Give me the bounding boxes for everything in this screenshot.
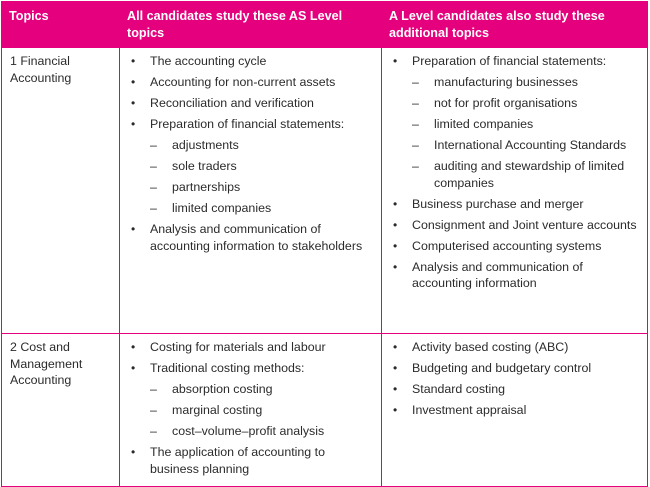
- sub-list-item: [412, 158, 641, 191]
- bullet-icon: •: [131, 445, 136, 459]
- as-level-topics-cell: [120, 48, 382, 334]
- dash-icon: –: [412, 117, 419, 131]
- dash-icon: –: [150, 138, 157, 152]
- list-item-text: Analysis and communication of accounting information to stakeholders: [150, 222, 363, 253]
- bullet-icon: •: [131, 361, 136, 375]
- bullet-list: [389, 53, 641, 292]
- list-item-text: Standard costing: [412, 382, 505, 396]
- bullet-icon: •: [393, 196, 398, 211]
- sub-list-item-text: manufacturing businesses: [434, 75, 578, 89]
- list-item: [389, 53, 641, 191]
- sub-list-item-text: adjustments: [172, 138, 239, 152]
- sub-list-item-text: International Accounting Standards: [434, 138, 627, 152]
- bullet-icon: •: [393, 259, 398, 274]
- dash-icon: –: [150, 180, 157, 194]
- list-item-text: Computerised accounting systems: [412, 238, 602, 253]
- sub-list-item: [412, 95, 641, 112]
- dash-icon: –: [412, 75, 419, 89]
- dash-icon: –: [412, 96, 419, 110]
- list-item-text: Reconciliation and verification: [150, 96, 314, 110]
- list-item-text: Activity based costing (ABC): [412, 340, 569, 354]
- sub-list-item: [412, 116, 641, 133]
- dash-icon: –: [150, 403, 157, 417]
- bullet-icon: •: [131, 75, 136, 89]
- as-level-topics-cell: [120, 334, 382, 487]
- list-item: [127, 360, 375, 440]
- sub-list-item: [150, 158, 375, 175]
- dash-icon: –: [412, 159, 419, 173]
- list-item: [127, 74, 375, 91]
- header-topics: Topics: [2, 2, 120, 48]
- bullet-list: [127, 339, 375, 477]
- bullet-icon: •: [131, 222, 136, 236]
- bullet-icon: •: [131, 340, 136, 354]
- bullet-icon: •: [393, 382, 398, 396]
- bullet-icon: •: [393, 361, 398, 375]
- sub-list: [412, 74, 641, 191]
- sub-list-item: [150, 179, 375, 196]
- sub-list-item: [150, 402, 375, 419]
- a-level-topics-cell: [382, 48, 648, 334]
- sub-list-item-text: cost–volume–profit analysis: [172, 424, 325, 438]
- list-item: [127, 444, 375, 477]
- list-item: [389, 360, 641, 377]
- sub-list-item: [412, 74, 641, 91]
- sub-list-item-text: marginal costing: [172, 403, 263, 417]
- list-item-text: Consignment and Joint venture accounts: [412, 217, 637, 232]
- bullet-icon: •: [131, 117, 136, 131]
- sub-list-item-text: absorption costing: [172, 382, 273, 396]
- bullet-icon: •: [393, 217, 398, 232]
- list-item: [127, 221, 375, 254]
- bullet-list: [389, 339, 641, 419]
- bullet-icon: •: [393, 238, 398, 253]
- list-item-text: Costing for materials and labour: [150, 340, 326, 354]
- dash-icon: –: [412, 138, 419, 152]
- sub-list-item: [150, 137, 375, 154]
- list-item-text: The accounting cycle: [150, 54, 267, 68]
- sub-list: [150, 381, 375, 440]
- dash-icon: –: [150, 424, 157, 438]
- list-item: [389, 217, 641, 234]
- topic-cell: 2 Cost and Management Accounting: [2, 334, 120, 487]
- header-a-level: A Level candidates also study these additional topics: [382, 2, 648, 48]
- topic-cell: 1 Financial Accounting: [2, 48, 120, 334]
- list-item: [127, 339, 375, 356]
- sub-list-item: [412, 137, 641, 154]
- list-item-text: Investment appraisal: [412, 403, 527, 417]
- bullet-icon: •: [131, 54, 136, 68]
- table-header-row: [2, 2, 648, 48]
- bullet-icon: •: [393, 403, 398, 417]
- sub-list-item: [150, 381, 375, 398]
- bullet-icon: •: [393, 340, 398, 354]
- list-item: [127, 95, 375, 112]
- sub-list-item-text: auditing and stewardship of limited companies: [434, 159, 625, 190]
- table-row: [2, 48, 648, 334]
- table-row: [2, 334, 648, 487]
- list-item-text: Preparation of financial statements:: [412, 54, 607, 68]
- sub-list-item-text: not for profit organisations: [434, 96, 578, 110]
- list-item-text: Business purchase and merger: [412, 196, 584, 211]
- header-as-level: All candidates study these AS Level topics: [120, 2, 382, 48]
- list-item: [389, 381, 641, 398]
- list-item-text: Preparation of financial statements:: [150, 117, 345, 131]
- list-item-text: Accounting for non-current assets: [150, 75, 336, 89]
- sub-list-item-text: sole traders: [172, 159, 237, 173]
- syllabus-table: [1, 1, 648, 487]
- a-level-topics-cell: [382, 334, 648, 487]
- bullet-list: [127, 53, 375, 254]
- sub-list-item-text: partnerships: [172, 180, 241, 194]
- sub-list-item-text: limited companies: [434, 117, 534, 131]
- list-item-text: The application of accounting to business planning: [150, 445, 325, 476]
- dash-icon: –: [150, 201, 157, 215]
- list-item-text: Traditional costing methods:: [150, 361, 305, 375]
- list-item: [389, 402, 641, 419]
- list-item-text: Budgeting and budgetary control: [412, 361, 592, 375]
- list-item: [389, 238, 641, 255]
- sub-list-item: [150, 200, 375, 217]
- list-item: [127, 116, 375, 217]
- sub-list-item: [150, 423, 375, 440]
- list-item-text: Analysis and communication of accounting information: [412, 259, 583, 290]
- bullet-icon: •: [393, 54, 398, 68]
- dash-icon: –: [150, 159, 157, 173]
- bullet-icon: •: [131, 96, 136, 110]
- list-item: [127, 53, 375, 70]
- dash-icon: –: [150, 382, 157, 396]
- list-item: [389, 339, 641, 356]
- sub-list: [150, 137, 375, 217]
- sub-list-item-text: limited companies: [172, 201, 272, 215]
- list-item: [389, 259, 641, 292]
- list-item: [389, 196, 641, 213]
